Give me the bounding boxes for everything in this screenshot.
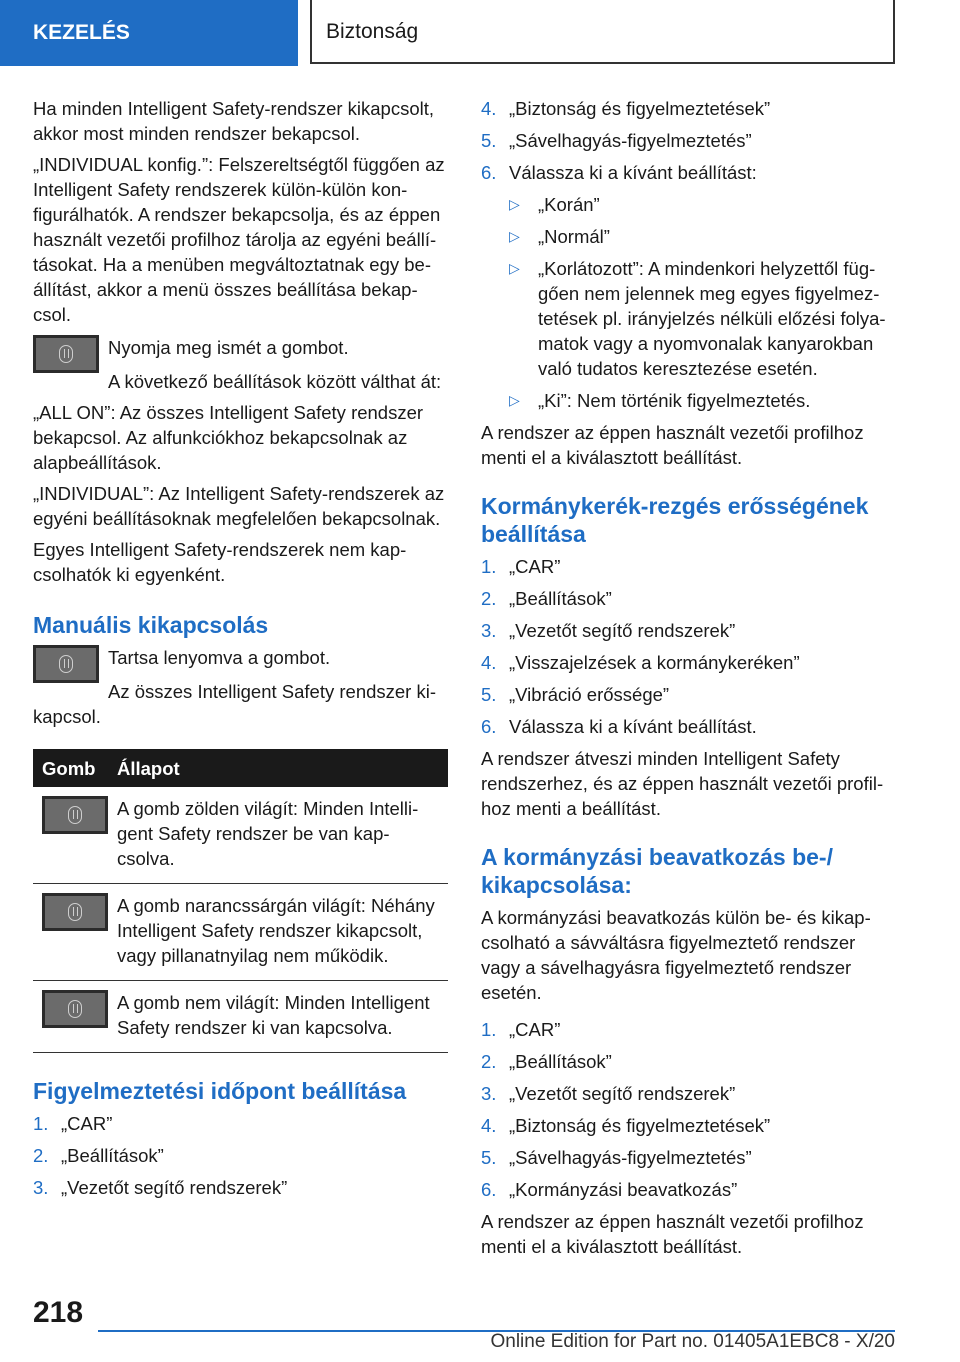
button-instruction: [33, 335, 448, 373]
table-row: [33, 884, 448, 981]
heading-steering: A kormányzási beavatkozás be-/ kikapcsolása:: [481, 844, 833, 898]
button-orange-icon: [42, 893, 108, 931]
table-header-status: Állapot: [108, 749, 448, 787]
triangle-bullet-icon: ▷: [509, 196, 520, 212]
list-item: 6. Válassza ki a kívánt beállítást:: [481, 162, 757, 183]
page-number: 218: [33, 1296, 84, 1329]
paragraph: A következő beállítások között válthat át:: [108, 371, 442, 392]
steps-list: [481, 96, 896, 185]
paragraph: A kormányzási beavatkozás külön be- és kikapcsolható a sávváltásra figyelmeztető rendszer vagy a sávelhagyásra figyelmeztető rendszer esetén.: [481, 907, 871, 1003]
paragraph: Nyomja meg ismét a gombot.: [108, 337, 349, 358]
button-off-icon: [42, 990, 108, 1028]
steps-list: [33, 1111, 448, 1200]
section-title: Biztonság: [310, 0, 895, 64]
steps-list: [481, 1017, 896, 1202]
list-item: 4. „Visszajelzések a kormánykeréken”: [481, 652, 800, 673]
paragraph: A rendszer az éppen használt vezetői profilhoz menti el a kiválasztott beállítást.: [481, 422, 864, 468]
left-column: [33, 96, 448, 1207]
list-item: 1. „CAR”: [481, 1019, 561, 1040]
list-item: 1. „CAR”: [481, 556, 561, 577]
list-item: 3. „Vezetőt segítő rendszerek”: [33, 1177, 288, 1198]
steps-list: [481, 554, 896, 739]
paragraph: A rendszer átveszi minden Intelligent Safety rendszerhez, és az éppen használt vezetői profilhoz menti a beállítást.: [481, 748, 884, 819]
edition-text: Online Edition for Part no. 01405A1EBC8 - X/20: [490, 1331, 895, 1352]
list-item: 1. „CAR”: [33, 1113, 113, 1134]
list-item: 2. „Beállítások”: [481, 1051, 612, 1072]
table-cell: A gomb narancssárgán világít: Néhány Intelligent Safety rendszer kikapcsolt, vagy pillanatnyilag nem működik.: [108, 884, 448, 981]
list-item: ▷ „Normál”: [509, 226, 610, 247]
table-cell: A gomb zölden világít: Minden Intelligent Safety rendszer be van kapcsolva.: [108, 787, 448, 884]
list-item: 6. Válassza ki a kívánt beállítást.: [481, 716, 757, 737]
heading-manual-off: Manuális kikapcsolás: [33, 612, 269, 638]
list-item: 2. „Beállítások”: [481, 588, 612, 609]
list-item: 3. „Vezetőt segítő rendszerek”: [481, 620, 736, 641]
list-item: ▷ „Ki”: Nem történik figyelmeztetés.: [509, 390, 811, 411]
button-instruction: [33, 645, 448, 683]
list-item: ▷ „Korlátozott”: A mindenkori helyzettől függően nem jelennek meg egyes figyelmeztetések pl. irányjelzés nélküli előzési folyamatok vagy a nyomvonalak kanyarokban való tudatos keresztezése esetén.: [509, 258, 886, 379]
table-row: [33, 787, 448, 884]
intelligent-safety-button-icon: [33, 335, 99, 373]
paragraph: „ALL ON”: Az összes Intelligent Safety rendszer bekapcsol. Az alfunkciókhoz bekapcsolnak az alapbeállítások.: [33, 402, 424, 473]
list-item: 3. „Vezetőt segítő rendszerek”: [481, 1083, 736, 1104]
list-item: ▷ „Korán”: [509, 194, 600, 215]
list-item: 5. „Sávelhagyás-figyelmeztetés”: [481, 1147, 752, 1168]
list-item: 6. „Kormányzási beavatkozás”: [481, 1179, 738, 1200]
page-header: [0, 0, 960, 66]
list-item: 2. „Beállítások”: [33, 1145, 164, 1166]
paragraph: A rendszer az éppen használt vezetői profilhoz menti el a kiválasztott beállítást.: [481, 1211, 864, 1257]
list-item: 4. „Biztonság és figyelmeztetések”: [481, 98, 771, 119]
list-item: 5. „Vibráció erőssége”: [481, 684, 670, 705]
list-item: 4. „Biztonság és figyelmeztetések”: [481, 1115, 771, 1136]
triangle-bullet-icon: ▷: [509, 392, 520, 408]
paragraph: Egyes Intelligent Safety-rendszerek nem kapcsolhatók ki egyenként.: [33, 539, 407, 585]
table-header-button: Gomb: [33, 749, 108, 787]
heading-warning-time: Figyelmeztetési időpont beállítása: [33, 1078, 407, 1104]
options-list: [481, 192, 896, 413]
paragraph: Tartsa lenyomva a gombot.: [108, 647, 331, 668]
intelligent-safety-button-icon: [33, 645, 99, 683]
triangle-bullet-icon: ▷: [509, 260, 520, 276]
paragraph: „INDIVIDUAL”: Az Intelligent Safety-rendszerek az egyéni beállításoknak megfelelően bekapcsolnak.: [33, 483, 445, 529]
list-item: 5. „Sávelhagyás-figyelmeztetés”: [481, 130, 752, 151]
table-row: [33, 981, 448, 1053]
triangle-bullet-icon: ▷: [509, 228, 520, 244]
chapter-tab: KEZELÉS: [0, 0, 298, 66]
paragraph: „INDIVIDUAL konfig.”: Felszereltségtől függően az Intelligent Safety rendszerek külön-külön konfigurálhatók. A rendszer bekapcsolja, és az éppen használt vezetői profilhoz tárolja az egyéni beállításokat. Ha a menüben megváltoztatnak egy beállítást, akkor a menü összes beállítása bekapcsol.: [33, 154, 445, 325]
table-cell: A gomb nem világít: Minden Intelligent Safety rendszer ki van kapcsolva.: [108, 981, 448, 1053]
paragraph: Az összes Intelligent Safety rendszer kikapcsol.: [33, 681, 437, 727]
right-column: [481, 96, 896, 1265]
heading-vibration: Kormánykerék-rezgés erősségének beállítása: [481, 493, 869, 547]
button-green-icon: [42, 796, 108, 834]
button-status-table: [33, 749, 448, 1053]
paragraph: Ha minden Intelligent Safety-rendszer kikapcsolt, akkor most minden rendszer bekapcsol.: [33, 98, 435, 144]
